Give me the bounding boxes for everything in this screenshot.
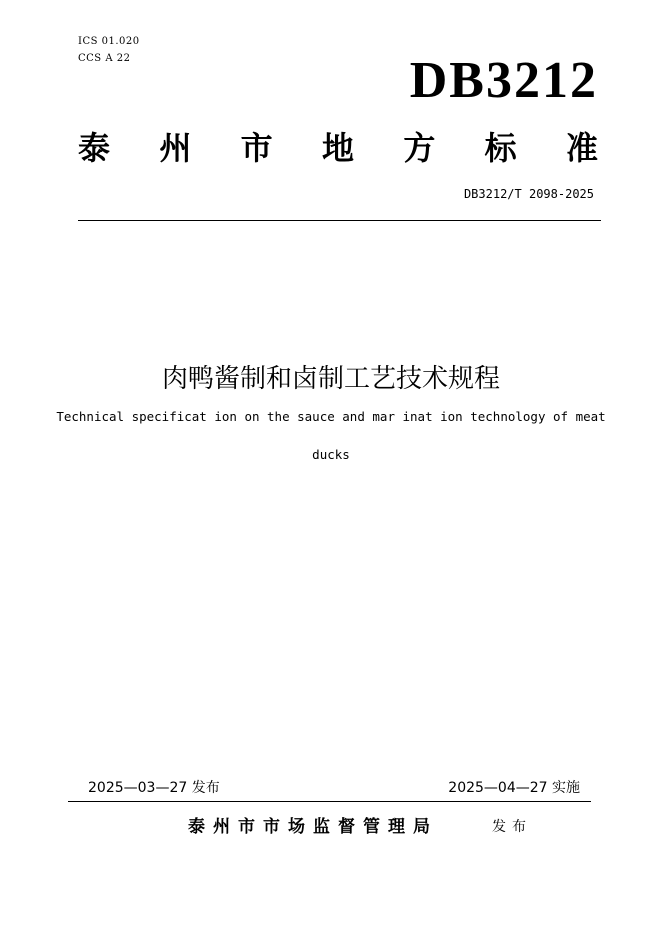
publish-date: 2025—03—27 发布 [88, 780, 220, 796]
ics-code: ICS 01.020 [78, 36, 140, 47]
ccs-code: CCS A 22 [78, 53, 131, 64]
standard-type-char: 标 [484, 129, 517, 167]
standard-type-heading [78, 128, 598, 168]
standard-type-char: 市 [240, 129, 273, 167]
footer-divider [68, 801, 591, 802]
header-divider [78, 220, 601, 221]
standard-code: DB3212 [409, 52, 598, 109]
standard-type-char: 准 [565, 129, 598, 167]
standard-type-char: 地 [321, 129, 354, 167]
standard-type-char: 泰 [78, 129, 111, 167]
standard-type-char: 州 [159, 129, 192, 167]
standard-number: DB3212/T 2098-2025 [463, 187, 594, 201]
document-title-zh: 肉鸭酱制和卤制工艺技术规程 [161, 364, 500, 394]
standard-type-char: 方 [403, 129, 436, 167]
document-title-en-line2: ducks [312, 447, 350, 462]
implement-date: 2025—04—27 实施 [448, 780, 580, 796]
document-title-en-line1: Technical specificat ion on the sauce and mar inat ion technology of meat [56, 409, 606, 424]
issue-label: 发布 [492, 819, 532, 835]
issuing-authority: 泰州市市场监督管理局 [188, 817, 438, 837]
